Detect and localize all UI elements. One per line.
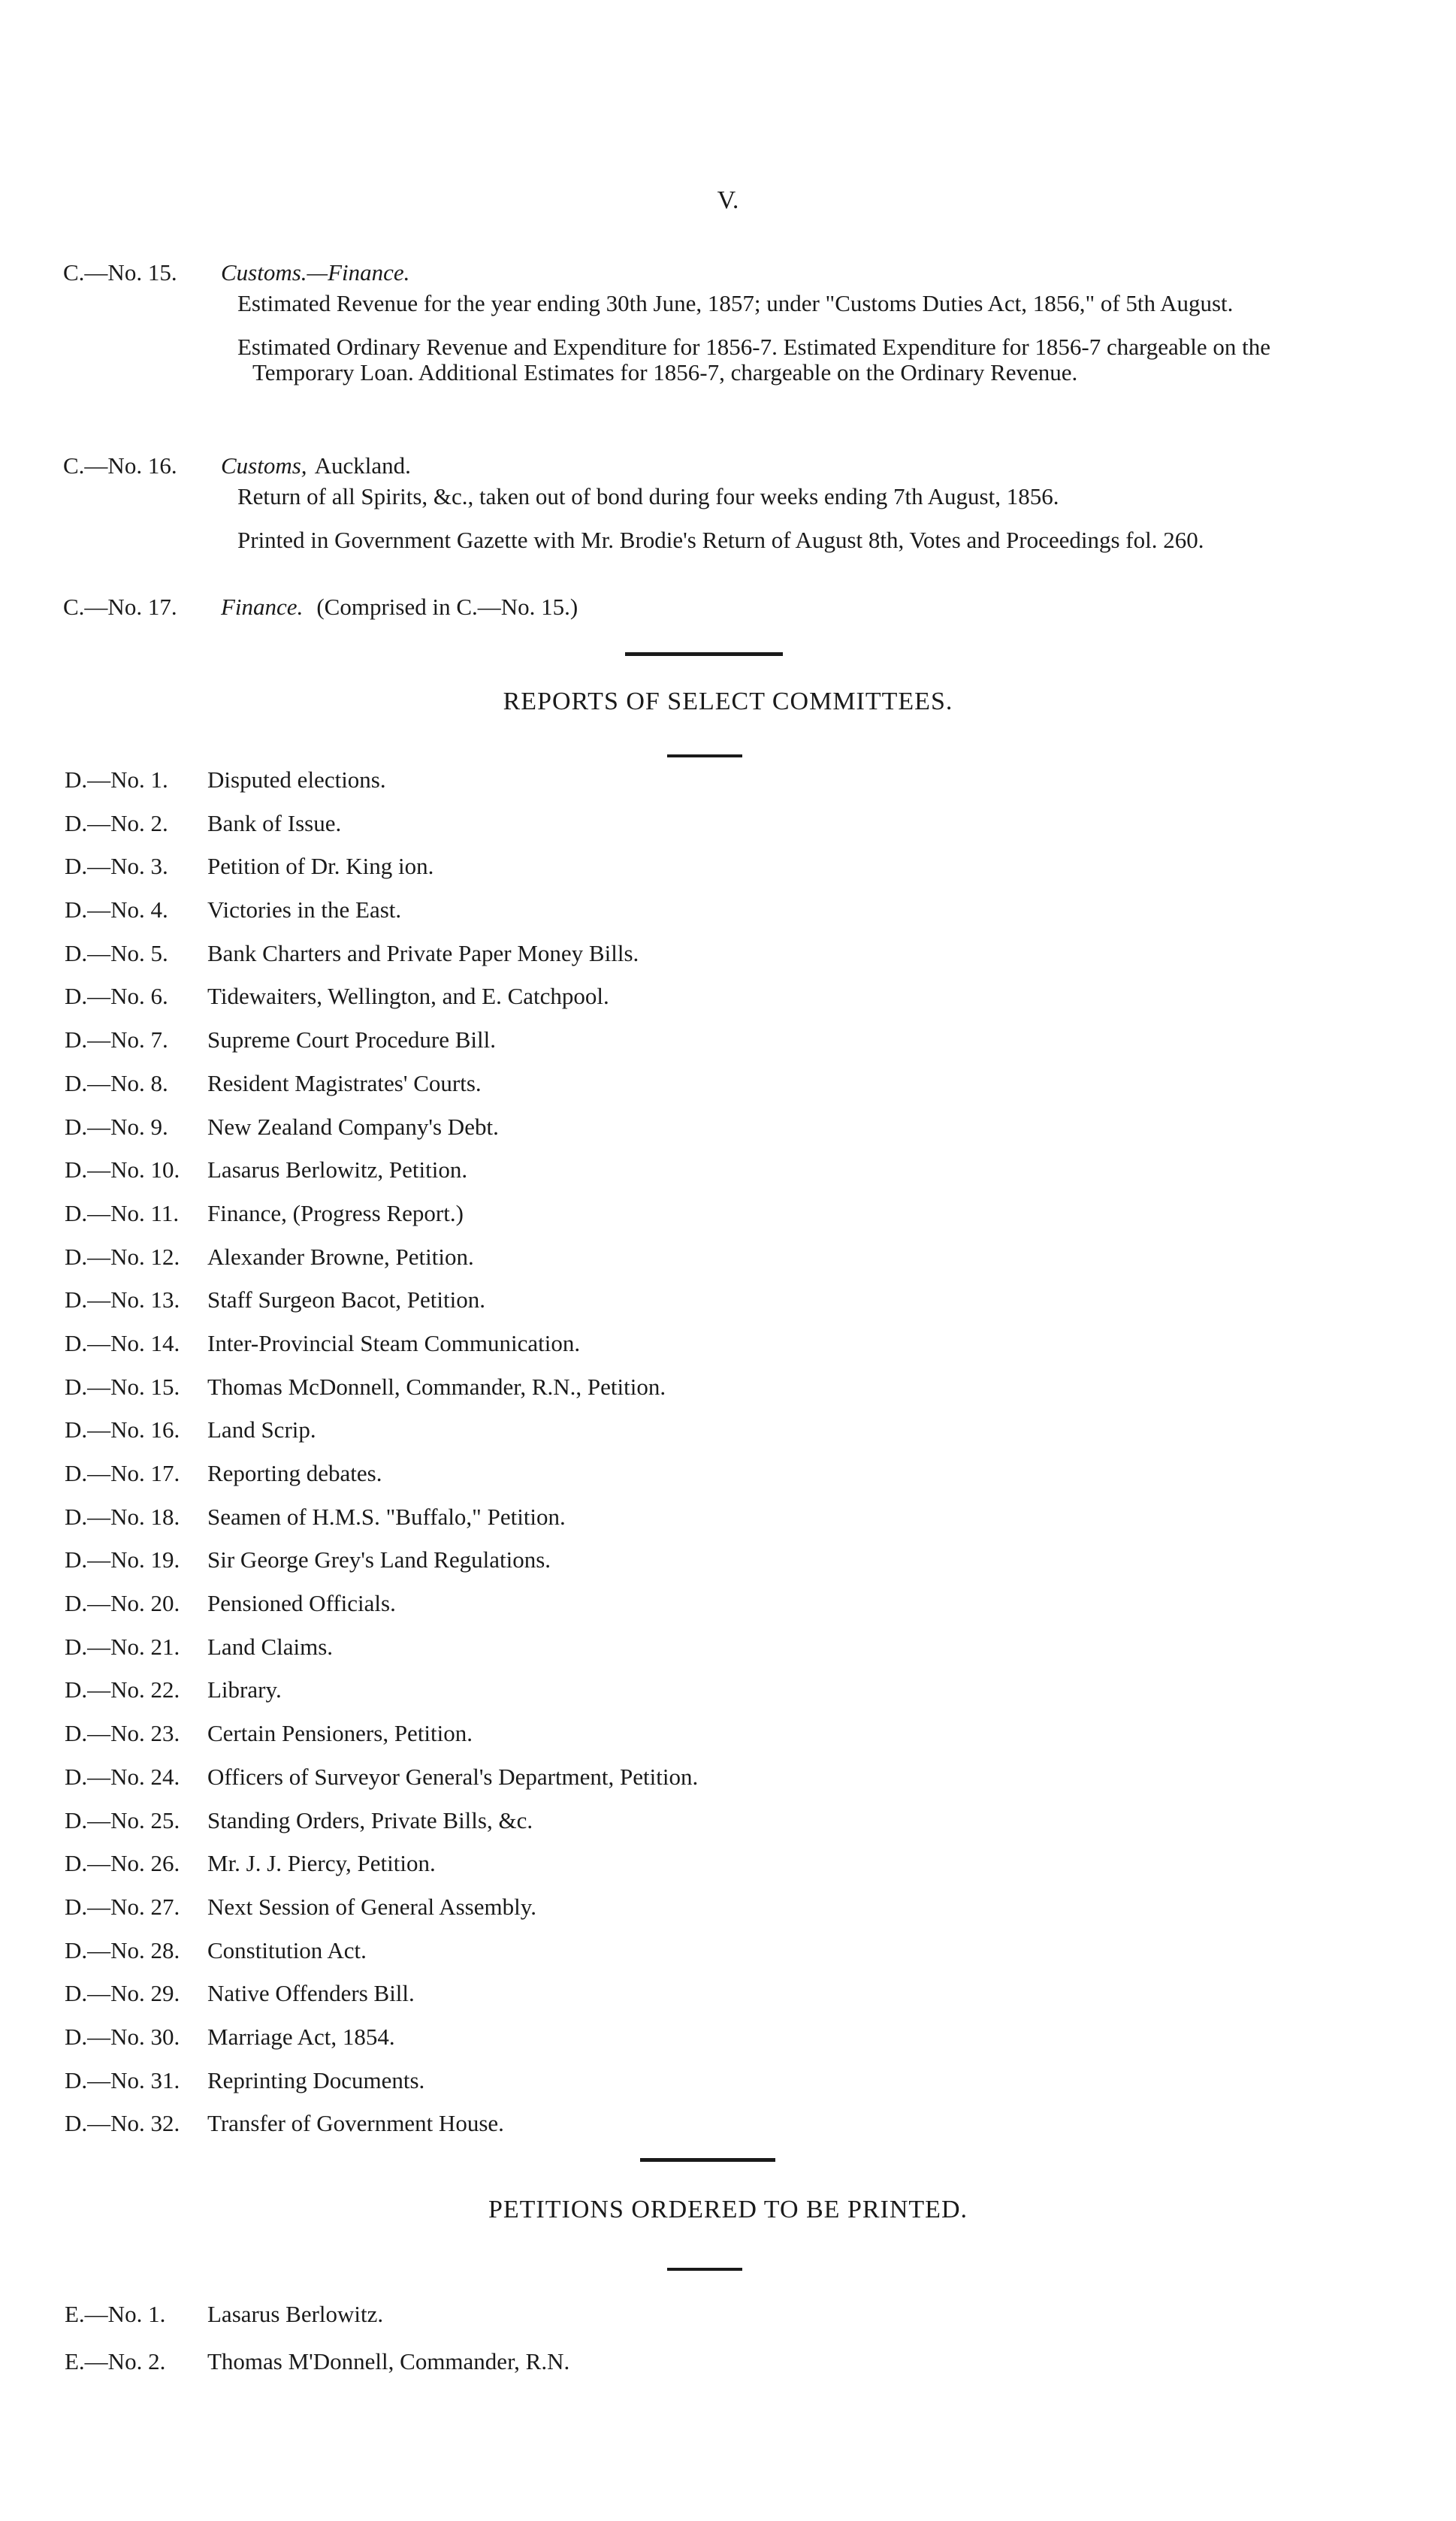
item-title: Sir George Grey's Land Regulations. <box>207 1546 551 1573</box>
item-title: Next Session of General Assembly. <box>207 1893 536 1920</box>
item-number: E.—No. 1. <box>65 2301 166 2327</box>
item-number: D.—No. 17. <box>65 1460 180 1486</box>
list-item <box>65 1764 1267 1807</box>
item-title: Officers of Surveyor General's Department, Petition. <box>207 1763 699 1790</box>
item-number: D.—No. 30. <box>65 2023 180 2050</box>
divider-rule <box>640 2158 775 2162</box>
item-number: D.—No. 6. <box>65 983 168 1010</box>
item-title: Lasarus Berlowitz. <box>207 2301 384 2327</box>
item-number: D.—No. 23. <box>65 1720 180 1747</box>
item-title: Mr. J. J. Piercy, Petition. <box>207 1850 436 1877</box>
item-title: Supreme Court Procedure Bill. <box>207 1026 496 1053</box>
item-number: D.—No. 2. <box>65 809 168 836</box>
item-number: D.—No. 10. <box>65 1156 180 1183</box>
list-item <box>65 1546 1267 1590</box>
entry-number: C.—No. 16. <box>63 452 177 479</box>
item-title: Disputed elections. <box>207 766 386 793</box>
select-committees-list <box>65 766 1267 2154</box>
entry-note: (Comprised in C.—No. 15.) <box>316 594 578 620</box>
item-title: New Zealand Company's Debt. <box>207 1113 499 1140</box>
list-item <box>65 810 1267 854</box>
item-number: D.—No. 12. <box>65 1243 180 1270</box>
item-title: Reprinting Documents. <box>207 2066 425 2093</box>
item-title: Lasarus Berlowitz, Petition. <box>207 1156 468 1183</box>
item-title: Land Claims. <box>207 1633 334 1660</box>
list-item <box>65 1676 1267 1720</box>
list-item <box>65 1070 1267 1114</box>
entry-subject: Customs, <box>221 452 307 479</box>
item-number: D.—No. 14. <box>65 1329 180 1356</box>
entry-number: C.—No. 17. <box>63 594 177 620</box>
item-title: Reporting debates. <box>207 1460 382 1486</box>
item-title: Bank Charters and Private Paper Money Bills. <box>207 939 639 966</box>
item-title: Alexander Browne, Petition. <box>207 1243 474 1270</box>
item-title: Marriage Act, 1854. <box>207 2023 395 2050</box>
item-number: D.—No. 31. <box>65 2066 180 2093</box>
entry-paragraph: Return of all Spirits, &c., taken out of bond during four weeks ending 7th August, 1856. <box>237 483 1059 509</box>
list-item <box>65 1026 1267 1070</box>
item-title: Pensioned Officials. <box>207 1590 396 1617</box>
divider-rule <box>667 754 742 757</box>
item-number: D.—No. 29. <box>65 1980 180 2007</box>
item-number: D.—No. 18. <box>65 1503 180 1530</box>
item-number: D.—No. 13. <box>65 1286 180 1313</box>
item-title: Library. <box>207 1676 282 1703</box>
item-number: D.—No. 22. <box>65 1676 180 1703</box>
item-title: Seamen of H.M.S. "Buffalo," Petition. <box>207 1503 566 1530</box>
entry-place: Auckland. <box>314 452 411 479</box>
item-title: Inter-Provincial Steam Communication. <box>207 1329 581 1356</box>
c-entry-15 <box>63 259 1355 385</box>
list-item <box>65 896 1267 940</box>
divider-rule <box>625 652 783 656</box>
entry-subject: Finance. <box>221 594 304 620</box>
item-number: D.—No. 24. <box>65 1763 180 1790</box>
item-number: D.—No. 19. <box>65 1546 180 1573</box>
list-item <box>65 2348 1267 2396</box>
list-item <box>65 1330 1267 1374</box>
item-title: Bank of Issue. <box>207 809 342 836</box>
list-item <box>65 2024 1267 2067</box>
item-number: D.—No. 5. <box>65 939 168 966</box>
list-item <box>65 766 1267 810</box>
item-number: D.—No. 20. <box>65 1590 180 1617</box>
item-number: D.—No. 26. <box>65 1850 180 1877</box>
item-title: Land Scrip. <box>207 1416 316 1443</box>
item-title: Staff Surgeon Bacot, Petition. <box>207 1286 485 1313</box>
list-item <box>65 1937 1267 1981</box>
item-number: D.—No. 28. <box>65 1936 180 1963</box>
list-item <box>65 1374 1267 1417</box>
list-item <box>65 1114 1267 1157</box>
list-item <box>65 1894 1267 1937</box>
item-title: Tidewaiters, Wellington, and E. Catchpool. <box>207 983 609 1010</box>
petitions-list <box>65 2301 1267 2396</box>
list-item <box>65 1416 1267 1460</box>
list-item <box>65 1504 1267 1547</box>
item-number: D.—No. 11. <box>65 1199 180 1226</box>
page-number: V. <box>717 186 739 214</box>
item-number: D.—No. 25. <box>65 1806 180 1833</box>
item-title: Petition of Dr. King ion. <box>207 853 434 880</box>
entry-paragraph: Estimated Ordinary Revenue and Expenditure for 1856-7. Estimated Expenditure for 1856-7 chargeable on the Temporary Loan. Additional Estimates for 1856-7, chargeable on the Ordinary Revenue. <box>237 334 1271 385</box>
item-title: Native Offenders Bill. <box>207 1980 415 2007</box>
list-item <box>65 853 1267 896</box>
list-item <box>65 1286 1267 1330</box>
item-title: Finance, (Progress Report.) <box>207 1199 464 1226</box>
list-item <box>65 1634 1267 1677</box>
list-item <box>65 1460 1267 1504</box>
item-number: D.—No. 9. <box>65 1113 168 1140</box>
item-title: Resident Magistrates' Courts. <box>207 1069 482 1096</box>
item-title: Constitution Act. <box>207 1936 367 1963</box>
list-item <box>65 1980 1267 2024</box>
list-item <box>65 1244 1267 1287</box>
item-title: Thomas McDonnell, Commander, R.N., Petition. <box>207 1373 666 1400</box>
section-heading-petitions: PETITIONS ORDERED TO BE PRINTED. <box>488 2196 968 2223</box>
list-item <box>65 1850 1267 1894</box>
item-number: D.—No. 7. <box>65 1026 168 1053</box>
item-number: D.—No. 1. <box>65 766 168 793</box>
list-item <box>65 1156 1267 1200</box>
item-number: D.—No. 21. <box>65 1633 180 1660</box>
section-heading-select-committees: REPORTS OF SELECT COMMITTEES. <box>503 688 953 715</box>
entry-number: C.—No. 15. <box>63 259 177 286</box>
item-title: Victories in the East. <box>207 896 402 923</box>
entry-subject: Customs.—Finance. <box>221 259 410 286</box>
list-item <box>65 1590 1267 1634</box>
item-number: E.—No. 2. <box>65 2348 166 2374</box>
item-number: D.—No. 15. <box>65 1373 180 1400</box>
item-number: D.—No. 27. <box>65 1893 180 1920</box>
list-item <box>65 983 1267 1026</box>
list-item <box>65 1807 1267 1851</box>
c-entry-16 <box>63 452 1355 553</box>
list-item <box>65 940 1267 984</box>
item-title: Standing Orders, Private Bills, &c. <box>207 1806 533 1833</box>
divider-rule <box>667 2268 742 2271</box>
entry-paragraph: Printed in Government Gazette with Mr. Brodie's Return of August 8th, Votes and Proceedings fol. 260. <box>237 527 1204 553</box>
item-title: Certain Pensioners, Petition. <box>207 1720 473 1747</box>
list-item <box>65 2301 1267 2348</box>
item-number: D.—No. 32. <box>65 2110 180 2137</box>
list-item <box>65 2067 1267 2111</box>
item-title: Thomas M'Donnell, Commander, R.N. <box>207 2348 570 2374</box>
entry-paragraph: Estimated Revenue for the year ending 30th June, 1857; under "Customs Duties Act, 1856," of 5th August. <box>237 290 1234 316</box>
list-item <box>65 1200 1267 1244</box>
item-number: D.—No. 8. <box>65 1069 168 1096</box>
item-number: D.—No. 16. <box>65 1416 180 1443</box>
item-title: Transfer of Government House. <box>207 2110 504 2137</box>
item-number: D.—No. 4. <box>65 896 168 923</box>
item-number: D.—No. 3. <box>65 853 168 880</box>
list-item <box>65 2110 1267 2154</box>
c-entry-17 <box>63 594 1355 621</box>
list-item <box>65 1720 1267 1764</box>
